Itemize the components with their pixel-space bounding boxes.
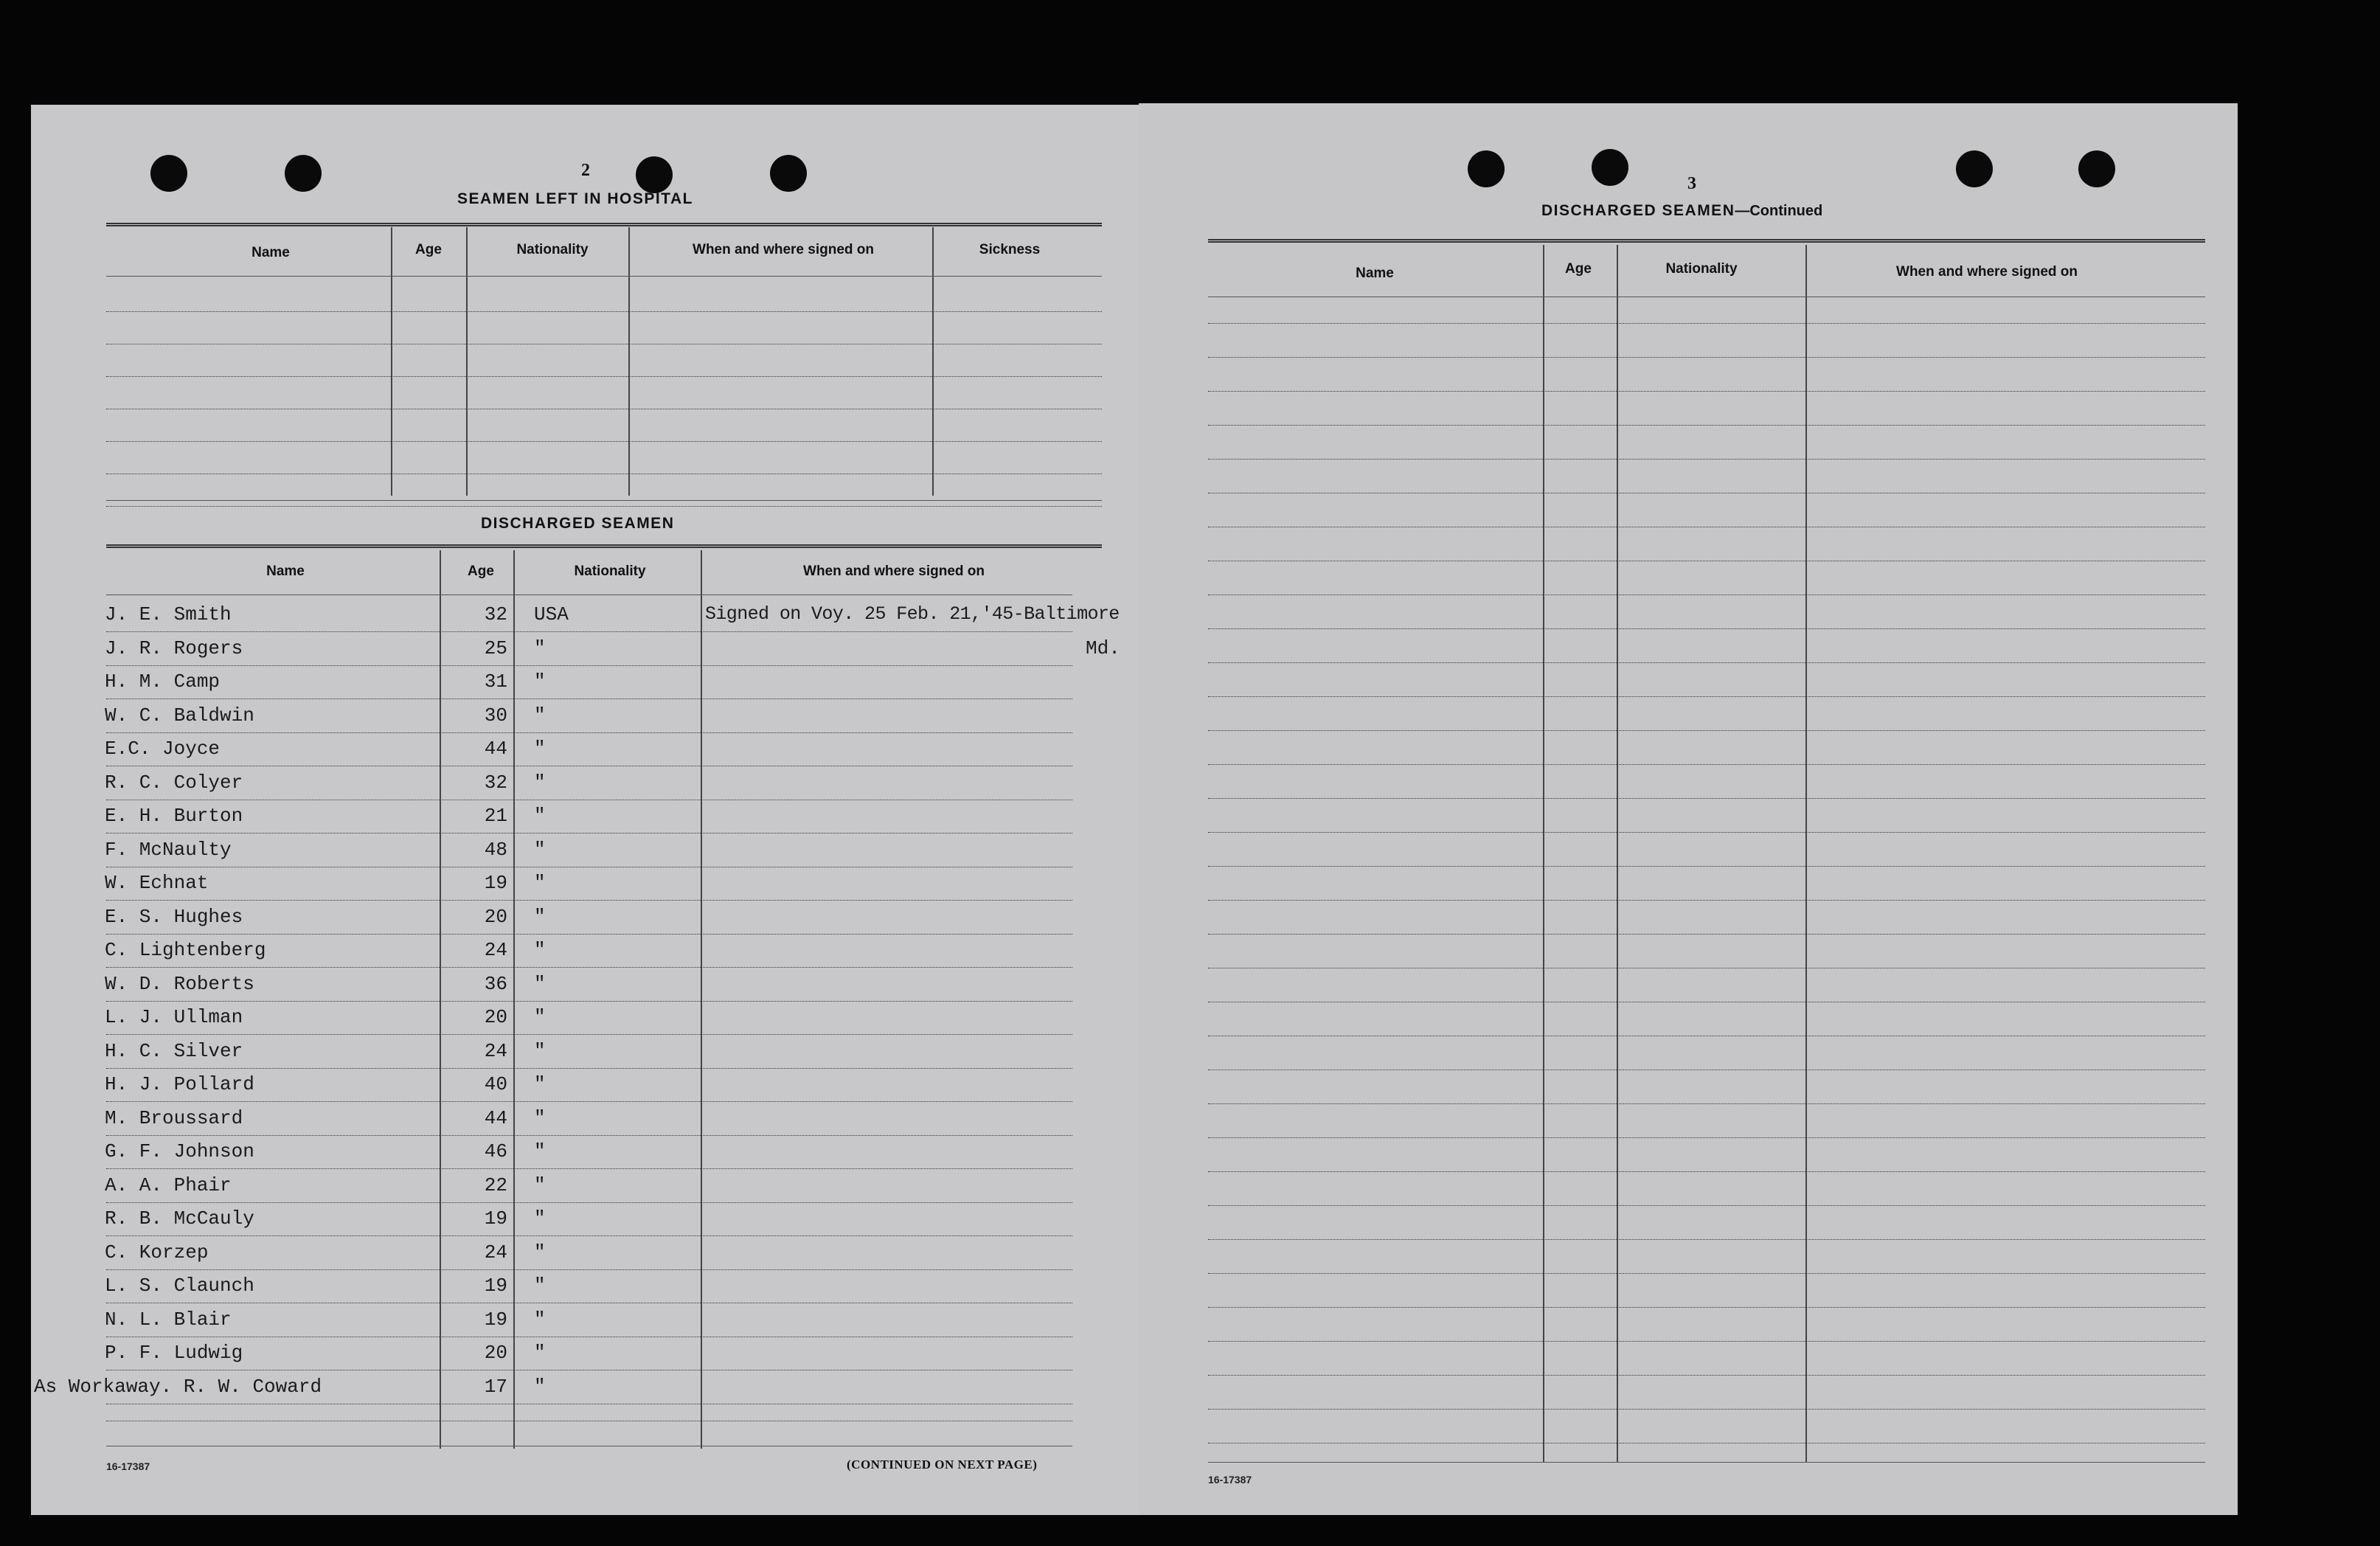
seaman-age: 22 [484,1174,507,1196]
binder-hole [1468,150,1505,187]
continued-note: (CONTINUED ON NEXT PAGE) [847,1457,1038,1472]
binder-hole [150,155,187,192]
seaman-age: 20 [484,1342,507,1364]
column-divider [440,550,441,1449]
seaman-age: 32 [484,603,507,625]
seaman-age: 31 [484,670,507,693]
column-header-signed-on: When and where signed on [1896,264,2078,280]
seaman-age: 21 [484,805,507,827]
row-line [106,1001,1072,1002]
row-line [1208,1103,2205,1104]
seaman-name: N. L. Blair [105,1308,232,1331]
column-divider [1543,245,1544,1462]
seaman-nationality: " [534,972,546,995]
discharged-continued-title [1541,202,1822,220]
seaman-name: A. A. Phair [105,1174,232,1196]
seaman-name: J. E. Smith [105,603,232,625]
column-header-age: Age [415,242,442,257]
row-line [1208,1307,2205,1308]
row-line [1208,1375,2205,1376]
row-line [1208,662,2205,663]
seaman-name: L. J. Ullman [105,1006,243,1028]
row-line [1208,730,2205,731]
row-line [1208,1239,2205,1240]
row-line [106,1034,1072,1035]
seaman-age: 46 [484,1140,507,1162]
table-bottom-rule [1208,1462,2205,1463]
seaman-nationality: " [534,1375,546,1398]
row-line [1208,459,2205,460]
seaman-age: 30 [484,704,507,727]
row-line [106,967,1072,968]
discharged-section-title: DISCHARGED SEAMEN [481,515,675,532]
seaman-name: As Workaway. R. W. Coward [34,1375,322,1398]
seaman-nationality: " [534,1308,546,1331]
seaman-name: M. Broussard [105,1106,243,1129]
row-line [106,441,1102,442]
seaman-name: H. C. Silver [105,1039,243,1062]
seaman-nationality: " [534,1275,546,1297]
seaman-name: W. Echnat [105,872,209,894]
seaman-age: 20 [484,905,507,928]
column-divider [628,227,630,496]
seaman-nationality: " [534,637,546,659]
seaman-nationality: " [534,1106,546,1129]
seaman-age: 44 [484,1106,507,1129]
seaman-name: P. F. Ludwig [105,1342,243,1364]
seaman-name: W. D. Roberts [105,972,254,995]
column-divider [701,550,702,1449]
form-code: 16-17387 [106,1460,150,1472]
seaman-nationality: " [534,805,546,827]
row-line [1208,934,2205,935]
seaman-age: 19 [484,1275,507,1297]
binder-hole [285,155,322,192]
seaman-name: H. M. Camp [105,670,221,693]
signed-on-note: Signed on Voy. 25 Feb. 21,'45-Baltimore [705,603,1120,625]
row-line [106,506,1102,507]
seaman-age: 40 [484,1073,507,1095]
row-line [1208,798,2205,799]
seaman-age: 24 [484,1241,507,1264]
column-header-nationality: Nationality [1665,261,1738,277]
seaman-name: E. S. Hughes [105,905,243,928]
seaman-name: E.C. Joyce [105,738,221,760]
seaman-name: J. R. Rogers [105,637,243,659]
seaman-age: 32 [484,771,507,794]
row-line [1208,357,2205,358]
seaman-name: G. F. Johnson [105,1140,254,1162]
row-line [1208,1171,2205,1172]
title-main: DISCHARGED SEAMEN [1541,202,1735,219]
column-divider [466,227,468,496]
seaman-name: F. McNaulty [105,838,232,861]
binder-hole [1956,150,1993,187]
binder-hole [636,156,673,193]
hospital-section-title: SEAMEN LEFT IN HOSPITAL [457,190,693,207]
row-line [1208,1341,2205,1342]
row-line [1208,391,2205,392]
binder-hole [2078,150,2115,187]
row-line [106,1202,1072,1203]
title-suffix: —Continued [1735,203,1823,219]
row-line [1208,628,2205,629]
row-line [106,665,1072,666]
seaman-name: L. S. Claunch [105,1275,254,1297]
seaman-nationality: " [534,1039,546,1062]
seaman-nationality: " [534,1342,546,1364]
row-line [106,376,1102,377]
seaman-nationality: " [534,939,546,961]
seaman-age: 25 [484,637,507,659]
column-header-age: Age [468,564,494,579]
seaman-age: 44 [484,738,507,760]
row-line [106,1235,1072,1236]
row-line [106,1068,1072,1069]
seaman-nationality: USA [534,603,569,625]
row-line [1208,696,2205,697]
row-line [106,934,1072,935]
seaman-age: 20 [484,1006,507,1028]
header-underline [106,276,1102,277]
column-header-name: Name [266,564,305,579]
row-line [106,1135,1072,1136]
row-line [1208,832,2205,833]
row-line [1208,1409,2205,1410]
row-line [1208,323,2205,324]
seaman-name: E. H. Burton [105,805,243,827]
column-divider [932,227,934,496]
seaman-age: 48 [484,838,507,861]
row-line [1208,764,2205,765]
seaman-name: W. C. Baldwin [105,704,254,727]
seaman-nationality: " [534,905,546,928]
page-number: 2 [581,161,590,180]
seaman-nationality: " [534,1241,546,1264]
seaman-age: 24 [484,1039,507,1062]
binder-hole [1592,149,1628,186]
seaman-nationality: " [534,738,546,760]
row-line [1208,1273,2205,1274]
seaman-age: 19 [484,1308,507,1331]
seaman-name: R. C. Colyer [105,771,243,794]
form-code: 16-17387 [1208,1474,1252,1486]
seaman-nationality: " [534,1207,546,1230]
column-divider [1805,245,1807,1462]
seaman-name: C. Lightenberg [105,939,266,961]
seaman-nationality: " [534,1140,546,1162]
column-header-nationality: Nationality [574,564,646,579]
column-header-age: Age [1565,261,1592,277]
row-line [106,631,1072,632]
row-line [106,732,1072,733]
binder-hole [770,155,807,192]
seaman-age: 19 [484,1207,507,1230]
seaman-nationality: " [534,1006,546,1028]
column-divider [391,227,392,496]
seaman-nationality: " [534,838,546,861]
column-divider [513,550,515,1449]
column-header-signed-on: When and where signed on [693,242,874,257]
seaman-nationality: " [534,1174,546,1196]
seaman-nationality: " [534,1073,546,1095]
row-line [106,1101,1072,1102]
page-number: 3 [1687,174,1696,193]
column-header-signed-on: When and where signed on [803,564,985,579]
column-header-sickness: Sickness [979,242,1041,257]
row-line [1208,866,2205,867]
seaman-age: 24 [484,939,507,961]
signed-on-note: Md. [1086,637,1120,659]
column-header-nationality: Nationality [516,242,589,257]
column-header-name: Name [1356,266,1394,281]
seaman-name: H. J. Pollard [105,1073,254,1095]
seaman-nationality: " [534,872,546,894]
seaman-age: 17 [484,1375,507,1398]
seaman-age: 36 [484,972,507,995]
seaman-nationality: " [534,704,546,727]
row-line [106,1168,1072,1169]
seaman-nationality: " [534,670,546,693]
seaman-name: C. Korzep [105,1241,209,1264]
table-bottom-rule [106,500,1102,501]
row-line [1208,425,2205,426]
column-divider [1617,245,1618,1462]
seaman-age: 19 [484,872,507,894]
row-line [1208,1137,2205,1138]
column-header-name: Name [251,245,290,260]
row-line [106,311,1102,312]
row-line [1208,900,2205,901]
row-line [106,900,1072,901]
seaman-name: R. B. McCauly [105,1207,254,1230]
left-page [31,105,1139,1515]
row-line [1208,1205,2205,1206]
right-page [1139,103,2238,1515]
row-line [106,1269,1072,1270]
seaman-nationality: " [534,771,546,794]
